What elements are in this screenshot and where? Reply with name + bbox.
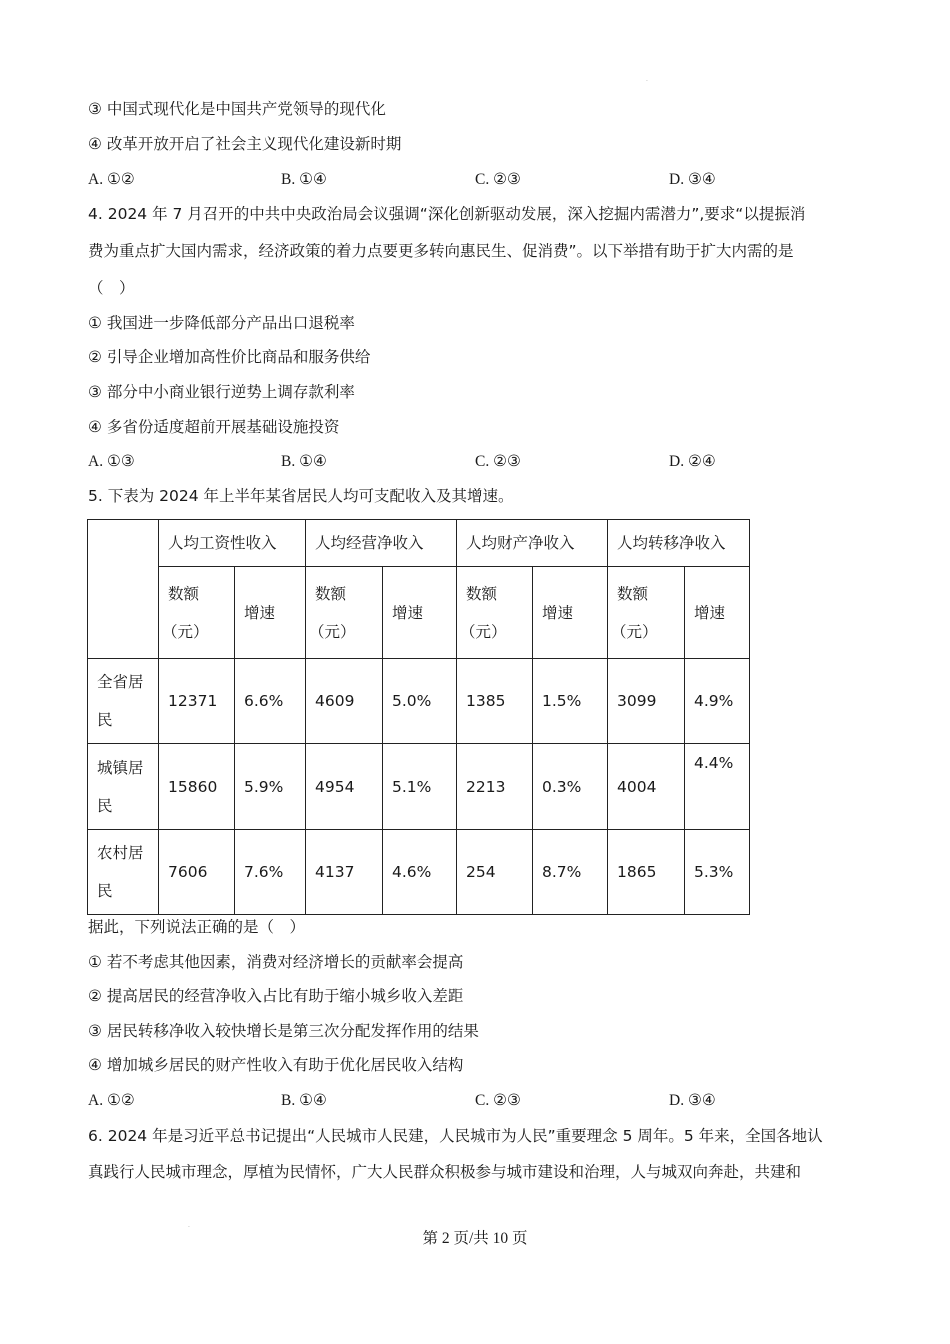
table-cell: 2213 — [457, 744, 533, 830]
q5-option-a: A. ①② — [88, 1092, 135, 1109]
subheader-amount: 数额 （元） — [159, 567, 235, 659]
income-table — [87, 519, 750, 915]
table-cell: 7606 — [159, 830, 235, 915]
table-cell: 4004 — [608, 744, 685, 830]
table-cell: 4.6% — [383, 830, 457, 915]
table-cell: 8.7% — [533, 830, 608, 915]
row-label: 全省居 民 — [88, 659, 159, 744]
table-cell: 4609 — [306, 659, 383, 744]
table-cell: 4.9% — [685, 659, 750, 744]
subheader-amount: 数额 （元） — [608, 567, 685, 659]
subheader-amount: 数额 （元） — [457, 567, 533, 659]
header-transfer-income: 人均转移净收入 — [608, 520, 750, 567]
q4-item-3: ③ 部分中小商业银行逆势上调存款利率 — [88, 383, 355, 401]
q5-item-4: ④ 增加城乡居民的财产性收入有助于优化居民收入结构 — [88, 1056, 464, 1074]
q3-option-d: D. ③④ — [669, 171, 716, 188]
q3-option-c: C. ②③ — [475, 171, 521, 188]
q3-option-a: A. ①② — [88, 171, 135, 188]
table-row — [88, 659, 750, 744]
table-cell: 1385 — [457, 659, 533, 744]
table-cell: 4137 — [306, 830, 383, 915]
header-wage-income: 人均工资性收入 — [159, 520, 306, 567]
table-cell: 3099 — [608, 659, 685, 744]
table-cell: 1865 — [608, 830, 685, 915]
page-footer: 第 2 页/共 10 页 — [422, 1230, 528, 1247]
table-cell: 0.3% — [533, 744, 608, 830]
q4-stem-line-1: 4. 2024 年 7 月召开的中共中央政治局会议强调“深化创新驱动发展，深入挖掘内需潜力”,要求“以提振消 — [88, 205, 806, 223]
header-property-income: 人均财产净收入 — [457, 520, 608, 567]
q5-option-b: B. ①④ — [281, 1092, 327, 1109]
table-cell: 15860 — [159, 744, 235, 830]
q4-option-b: B. ①④ — [281, 453, 327, 470]
q4-option-a: A. ①③ — [88, 453, 135, 470]
q4-stem-line-3: （ ） — [88, 279, 135, 297]
q5-option-c: C. ②③ — [475, 1092, 521, 1109]
table-cell: 4.4% — [685, 744, 750, 830]
q5-question: 据此，下列说法正确的是（ ） — [88, 918, 306, 936]
subheader-growth: 增速 — [533, 567, 608, 659]
scan-dot: · — [188, 1224, 190, 1231]
q4-item-2: ② 引导企业增加高性价比商品和服务供给 — [88, 348, 371, 366]
scan-dot: · — [646, 78, 648, 85]
q5-item-2: ② 提高居民的经营净收入占比有助于缩小城乡收入差距 — [88, 987, 464, 1005]
q6-stem-line-2: 真践行人民城市理念，厚植为民情怀，广大人民群众积极参与城市建设和治理，人与城双向奔赴，共建和 — [88, 1163, 802, 1181]
q4-item-1: ① 我国进一步降低部分产品出口退税率 — [88, 314, 355, 332]
q4-option-d: D. ②④ — [669, 453, 716, 470]
q5-option-d: D. ③④ — [669, 1092, 716, 1109]
q5-item-3: ③ 居民转移净收入较快增长是第三次分配发挥作用的结果 — [88, 1022, 479, 1040]
header-business-income: 人均经营净收入 — [306, 520, 457, 567]
table-cell: 5.0% — [383, 659, 457, 744]
table-cell: 1.5% — [533, 659, 608, 744]
table-row — [88, 744, 750, 830]
subheader-growth: 增速 — [383, 567, 457, 659]
q6-stem-line-1: 6. 2024 年是习近平总书记提出“人民城市人民建，人民城市为人民”重要理念 5 周年。5 年来，全国各地认 — [88, 1127, 823, 1145]
table-corner-cell — [88, 520, 159, 659]
q5-item-1: ① 若不考虑其他因素，消费对经济增长的贡献率会提高 — [88, 953, 464, 971]
table-cell: 5.9% — [235, 744, 306, 830]
q5-stem: 5. 下表为 2024 年上半年某省居民人均可支配收入及其增速。 — [88, 487, 514, 505]
subheader-amount: 数额 （元） — [306, 567, 383, 659]
table-cell: 7.6% — [235, 830, 306, 915]
table-row — [88, 830, 750, 915]
q3-option-b: B. ①④ — [281, 171, 327, 188]
table-cell: 5.1% — [383, 744, 457, 830]
row-label: 城镇居 民 — [88, 744, 159, 830]
table-cell: 254 — [457, 830, 533, 915]
q3-item-4: ④ 改革开放开启了社会主义现代化建设新时期 — [88, 135, 402, 153]
table-cell: 4954 — [306, 744, 383, 830]
q4-option-c: C. ②③ — [475, 453, 521, 470]
row-label: 农村居 民 — [88, 830, 159, 915]
table-cell: 6.6% — [235, 659, 306, 744]
table-cell: 5.3% — [685, 830, 750, 915]
q4-stem-line-2: 费为重点扩大国内需求，经济政策的着力点要更多转向惠民生、促消费”。以下举措有助于扩大内需的是 — [88, 242, 794, 260]
subheader-growth: 增速 — [235, 567, 306, 659]
q4-item-4: ④ 多省份适度超前开展基础设施投资 — [88, 418, 340, 436]
q3-item-3: ③ 中国式现代化是中国共产党领导的现代化 — [88, 100, 386, 118]
table-cell: 12371 — [159, 659, 235, 744]
subheader-growth: 增速 — [685, 567, 750, 659]
